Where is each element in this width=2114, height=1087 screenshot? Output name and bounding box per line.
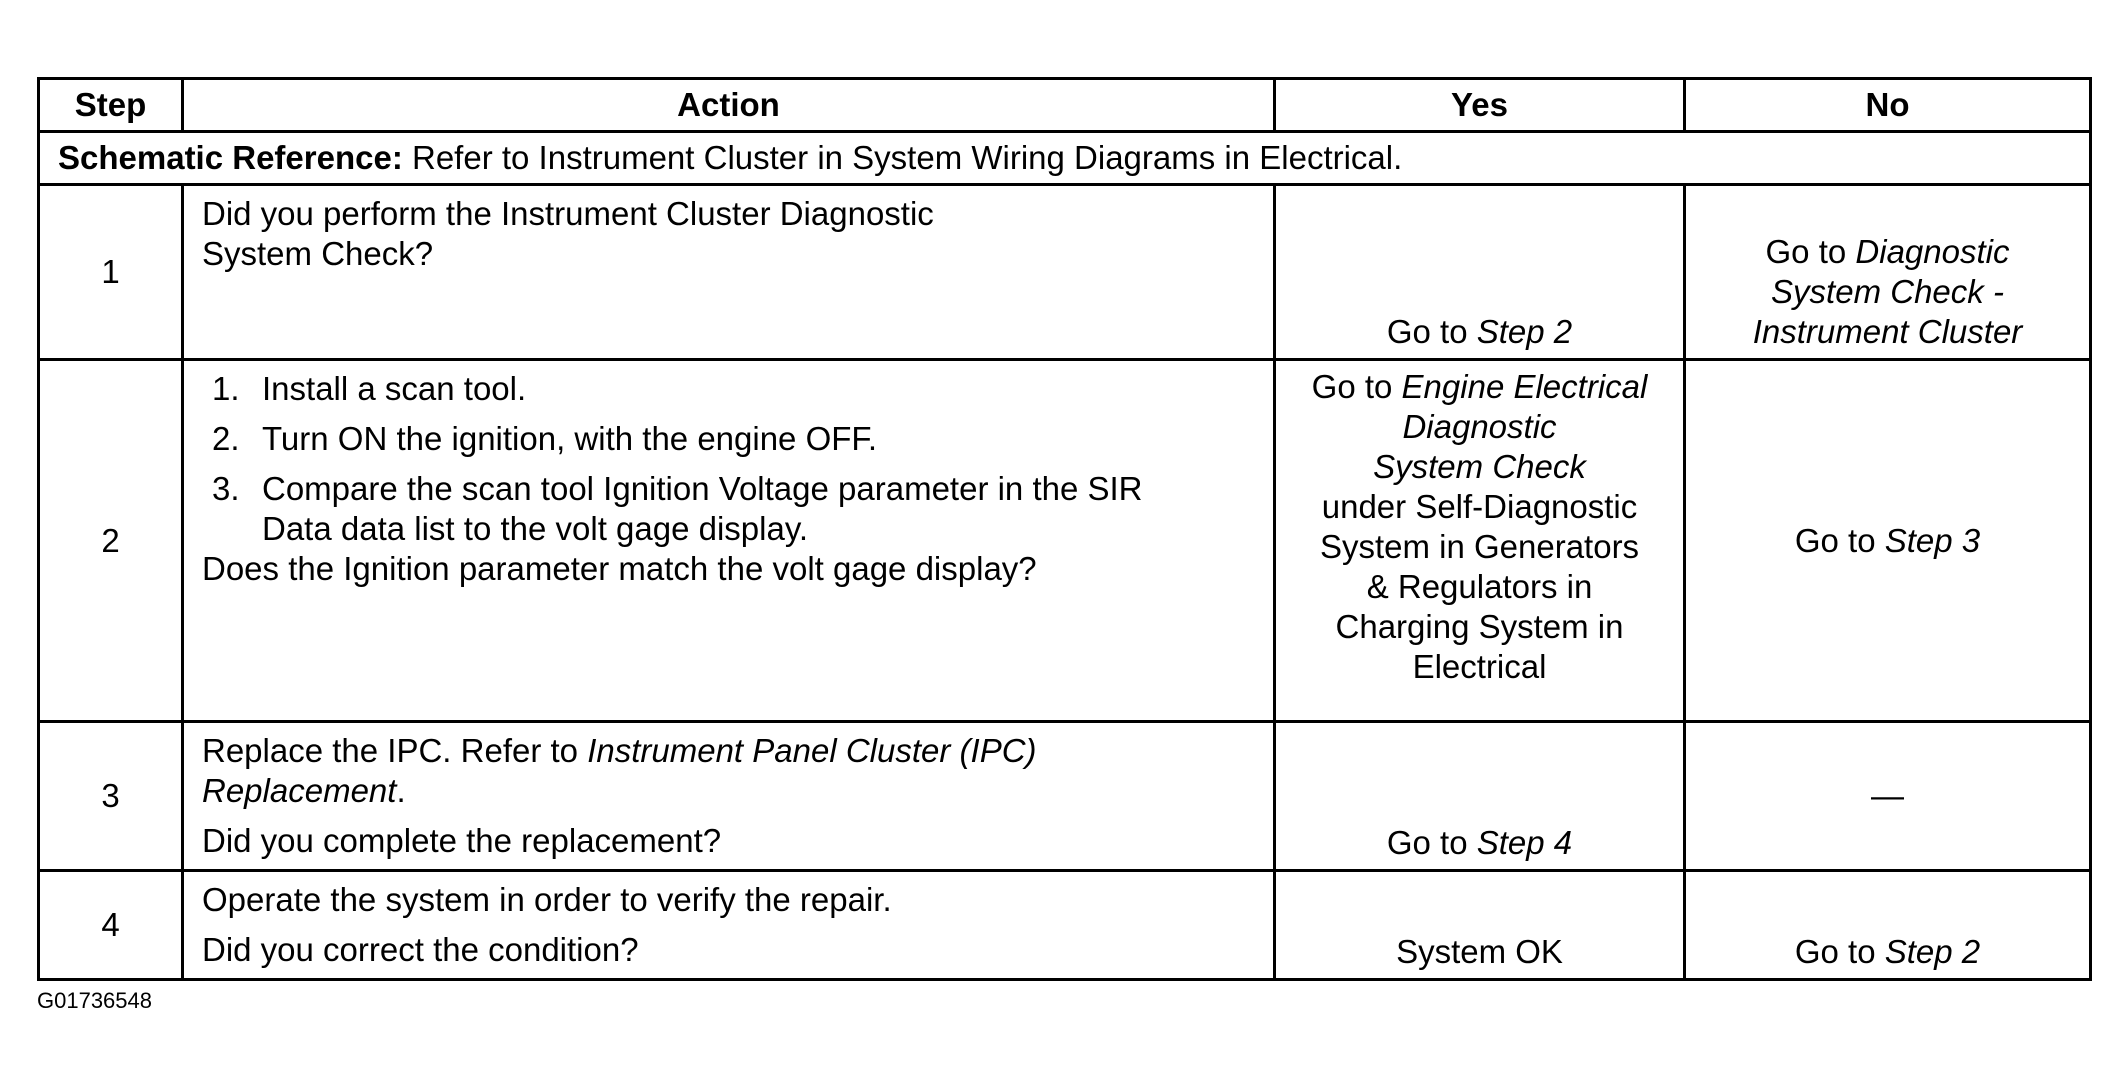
- header-action: Action: [183, 79, 1275, 132]
- action-steps-list: [202, 369, 1255, 549]
- no-cell: [1685, 722, 2091, 871]
- no-prefix: Go to: [1794, 933, 1876, 970]
- no-link[interactable]: Instrument Cluster: [1752, 313, 2023, 350]
- action-text: Operate the system in order to verify the repair.: [202, 881, 892, 918]
- action-question: Does the Ignition parameter match the volt gage display?: [202, 550, 1037, 587]
- header-no: No: [1685, 79, 2091, 132]
- list-item: 1. Install a scan tool.: [212, 370, 527, 407]
- table-row: [39, 360, 2091, 722]
- action-text: Did you perform the Instrument Cluster Diagnostic: [202, 195, 934, 232]
- step-number: 4: [39, 871, 183, 980]
- action-link[interactable]: Replacement: [202, 772, 397, 809]
- table-row: [39, 722, 2091, 871]
- yes-cell: [1275, 360, 1685, 722]
- yes-link[interactable]: System Check: [1373, 448, 1586, 485]
- no-link[interactable]: Step 3: [1884, 521, 1981, 559]
- yes-link[interactable]: Engine Electrical: [1401, 368, 1648, 405]
- action-link[interactable]: Instrument Panel Cluster (IPC): [587, 732, 1037, 769]
- step-number: 2: [39, 360, 183, 722]
- schematic-label: Schematic Reference:: [58, 139, 403, 176]
- list-item: 2. Turn ON the ignition, with the engine OFF.: [212, 420, 878, 457]
- yes-prefix: Go to: [1311, 368, 1393, 405]
- yes-cell: [1275, 185, 1685, 360]
- yes-text: System OK: [1396, 933, 1563, 970]
- action-cell: [183, 185, 1275, 360]
- no-link[interactable]: Diagnostic: [1855, 233, 2010, 270]
- no-prefix: Go to: [1794, 521, 1876, 559]
- schematic-row: [39, 132, 2091, 185]
- no-text: —: [1871, 777, 1904, 814]
- step-number: 1: [39, 185, 183, 360]
- yes-link[interactable]: Diagnostic: [1402, 408, 1557, 445]
- schematic-text: Refer to Instrument Cluster in System Wiring Diagrams in Electrical.: [412, 139, 1403, 176]
- table-row: [39, 871, 2091, 980]
- schematic-reference: [39, 132, 2091, 185]
- header-row: [39, 79, 2091, 132]
- action-text: System Check?: [202, 235, 434, 272]
- document-id: G01736548: [37, 988, 152, 1013]
- header-step: Step: [39, 79, 183, 132]
- yes-text: System in Generators: [1319, 528, 1640, 565]
- list-item: 3. Compare the scan tool Ignition Voltage parameter in the SIR Data data list to the volt gage display.: [212, 470, 1143, 547]
- diagnostic-table: [37, 77, 2092, 981]
- no-cell: [1685, 360, 2091, 722]
- no-prefix: Go to: [1765, 233, 1847, 270]
- yes-cell: [1275, 871, 1685, 980]
- yes-text: Electrical: [1412, 648, 1547, 685]
- yes-link[interactable]: Step 2: [1476, 313, 1573, 350]
- table-row: [39, 185, 2091, 360]
- header-yes: Yes: [1275, 79, 1685, 132]
- action-question: Did you complete the replacement?: [202, 822, 722, 859]
- action-cell: [183, 871, 1275, 980]
- action-text: .: [396, 772, 406, 809]
- no-cell: [1685, 185, 2091, 360]
- yes-link[interactable]: Step 4: [1476, 824, 1573, 861]
- action-cell: [183, 360, 1275, 722]
- yes-text: & Regulators in: [1366, 568, 1593, 605]
- yes-cell: [1275, 722, 1685, 871]
- yes-text: Charging System in: [1335, 608, 1624, 645]
- action-question: Did you correct the condition?: [202, 931, 639, 968]
- yes-text: under Self-Diagnostic: [1321, 488, 1638, 525]
- step-number: 3: [39, 722, 183, 871]
- no-cell: [1685, 871, 2091, 980]
- yes-prefix: Go to: [1386, 313, 1468, 350]
- no-link[interactable]: System Check -: [1771, 273, 2004, 310]
- action-cell: [183, 722, 1275, 871]
- action-text: Replace the IPC. Refer to: [202, 732, 579, 769]
- no-link[interactable]: Step 2: [1884, 933, 1981, 970]
- yes-prefix: Go to: [1386, 824, 1468, 861]
